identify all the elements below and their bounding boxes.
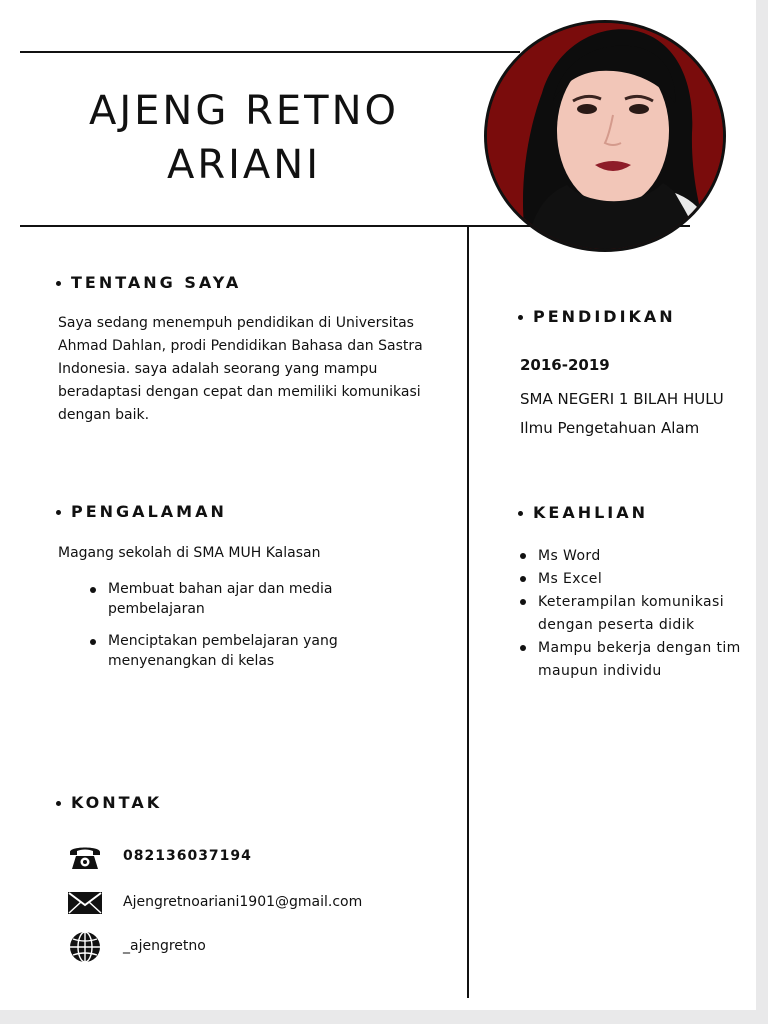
contact-heading-text: KONTAK — [71, 793, 163, 812]
skill-item: Ms Word — [518, 545, 758, 568]
contact-social[interactable]: _ajengretno — [123, 938, 206, 954]
about-text: Saya sedang menempuh pendidikan di Universitas Ahmad Dahlan, prodi Pendidikan Bahasa dan Sastra Indonesia. saya adalah seorang yang mampu beradaptasi dengan cepat dan memiliki komunikasi dengan baik. — [58, 315, 423, 423]
portrait-illustration — [487, 23, 723, 249]
phone-icon — [66, 840, 104, 874]
name-line-1: AJENG RETNO — [89, 88, 399, 134]
experience-heading-text: PENGALAMAN — [71, 502, 227, 521]
name-line-2: ARIANI — [166, 142, 322, 188]
bullet-dot — [56, 801, 61, 806]
skills-heading — [518, 503, 648, 522]
contact-heading — [56, 793, 162, 812]
experience-item: Menciptakan pembelajaran yang menyenangkan di kelas — [88, 631, 368, 671]
globe-icon — [66, 930, 104, 964]
education-heading — [518, 307, 676, 326]
skill-item: Mampu bekerja dengan tim maupun individu — [518, 637, 758, 683]
education-heading-text: PENDIDIKAN — [533, 307, 676, 326]
skill-item: Keterampilan komunikasi dengan peserta didik — [518, 591, 758, 637]
bullet-dot — [518, 511, 523, 516]
bullet-dot — [56, 510, 61, 515]
resume-name — [40, 84, 448, 192]
education-major: Ilmu Pengetahuan Alam — [520, 419, 700, 437]
about-heading — [56, 273, 241, 292]
about-heading-text: TENTANG SAYA — [71, 273, 242, 292]
mail-icon — [66, 886, 104, 920]
experience-intro: Magang sekolah di SMA MUH Kalasan — [58, 545, 321, 561]
bullet-dot — [56, 281, 61, 286]
profile-photo — [484, 20, 726, 252]
experience-heading — [56, 502, 227, 521]
bullet-dot — [518, 315, 523, 320]
skills-list — [518, 545, 758, 683]
education-years: 2016-2019 — [520, 356, 610, 374]
contact-phone: 082136037194 — [123, 848, 252, 864]
education-school: SMA NEGERI 1 BILAH HULU — [520, 390, 724, 408]
column-divider — [467, 225, 469, 998]
skill-item: Ms Excel — [518, 568, 758, 591]
skills-heading-text: KEAHLIAN — [533, 503, 649, 522]
header-top-rule — [20, 51, 520, 53]
experience-list — [88, 579, 368, 683]
contact-email[interactable]: Ajengretnoariani1901@gmail.com — [123, 894, 363, 910]
experience-item: Membuat bahan ajar dan media pembelajaran — [88, 579, 368, 619]
